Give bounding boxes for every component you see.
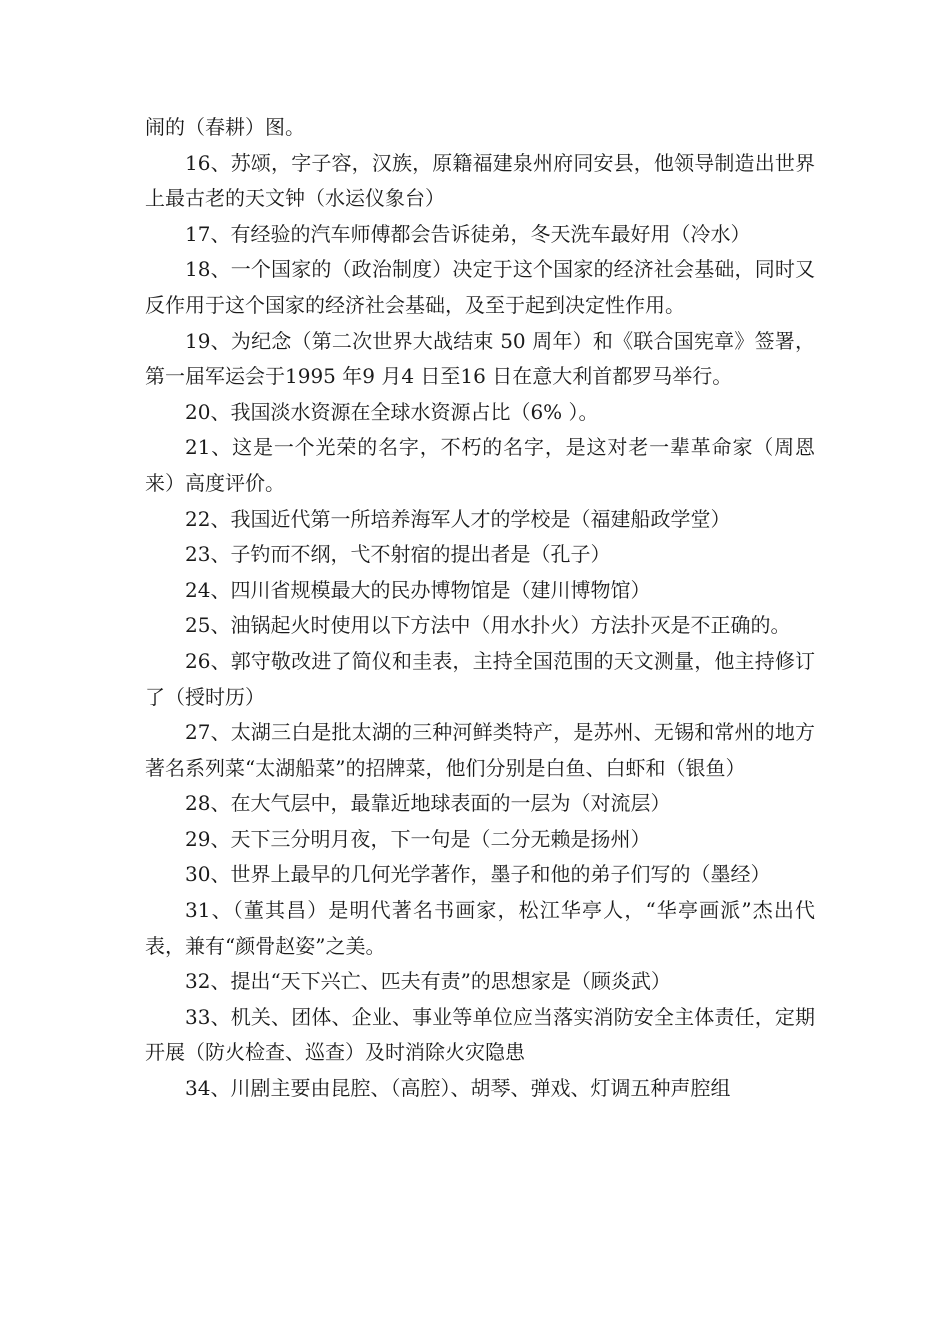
paragraph-continuation: 闹的（春耕）图。	[145, 115, 305, 139]
question-19: 19、为纪念（第二次世界大战结束 50 周年）和《联合国宪章》签署，第一届军运会于1995 年9 月4 日至16 日在意大利首都罗马举行。	[145, 328, 815, 389]
question-24: 24、四川省规模最大的民办博物馆是（建川博物馆）	[185, 577, 651, 602]
document-body	[145, 110, 815, 1107]
question-17: 17、有经验的汽车师傅都会告诉徒弟，冬天洗车最好用（冷水）	[185, 221, 751, 246]
question-18: 18、一个国家的（政治制度）决定于这个国家的经济社会基础，同时又反作用于这个国家的经济社会基础，及至于起到决定性作用。	[145, 257, 815, 317]
question-31: 31、（董其昌）是明代著名书画家，松江华亭人，“华亭画派”杰出代表，兼有“颜骨赵姿”之美。	[145, 898, 815, 958]
question-30: 30、世界上最早的几何光学著作，墨子和他的弟子们写的（墨经）	[185, 862, 771, 887]
question-22: 22、我国近代第一所培养海军人才的学校是（福建船政学堂）	[185, 506, 731, 531]
question-23: 23、子钓而不纲，弋不射宿的提出者是（孔子）	[185, 542, 611, 567]
question-33: 33、机关、团体、企业、事业等单位应当落实消防安全主体责任，定期开展（防火检查、巡查）及时消除火灾隐患	[145, 1004, 815, 1065]
question-16: 16、苏颂，字子容，汉族，原籍福建泉州府同安县，他领导制造出世界上最古老的天文钟（水运仪象台）	[145, 150, 815, 211]
question-21: 21、这是一个光荣的名字，不朽的名字，是这对老一辈革命家（周恩来）高度评价。	[145, 435, 815, 495]
question-32: 32、提出“天下兴亡、匹夫有责”的思想家是（顾炎武）	[185, 969, 671, 994]
question-28: 28、在大气层中，最靠近地球表面的一层为（对流层）	[185, 791, 671, 816]
question-34: 34、川剧主要由昆腔、（高腔）、胡琴、弹戏、灯调五种声腔组	[185, 1076, 731, 1101]
question-29: 29、天下三分明月夜，下一句是（二分无赖是扬州）	[185, 826, 651, 851]
question-27: 27、太湖三白是批太湖的三种河鲜类特产，是苏州、无锡和常州的地方著名系列菜“太湖船菜”的招牌菜，他们分别是白鱼、白虾和（银鱼）	[145, 720, 815, 780]
question-20: 20、我国淡水资源在全球水资源占比（6% ）。	[185, 399, 599, 424]
question-26: 26、郭守敬改进了简仪和圭表，主持全国范围的天文测量，他主持修订了（授时历）	[145, 648, 815, 709]
question-25: 25、油锅起火时使用以下方法中（用水扑火）方法扑灭是不正确的。	[185, 613, 791, 638]
